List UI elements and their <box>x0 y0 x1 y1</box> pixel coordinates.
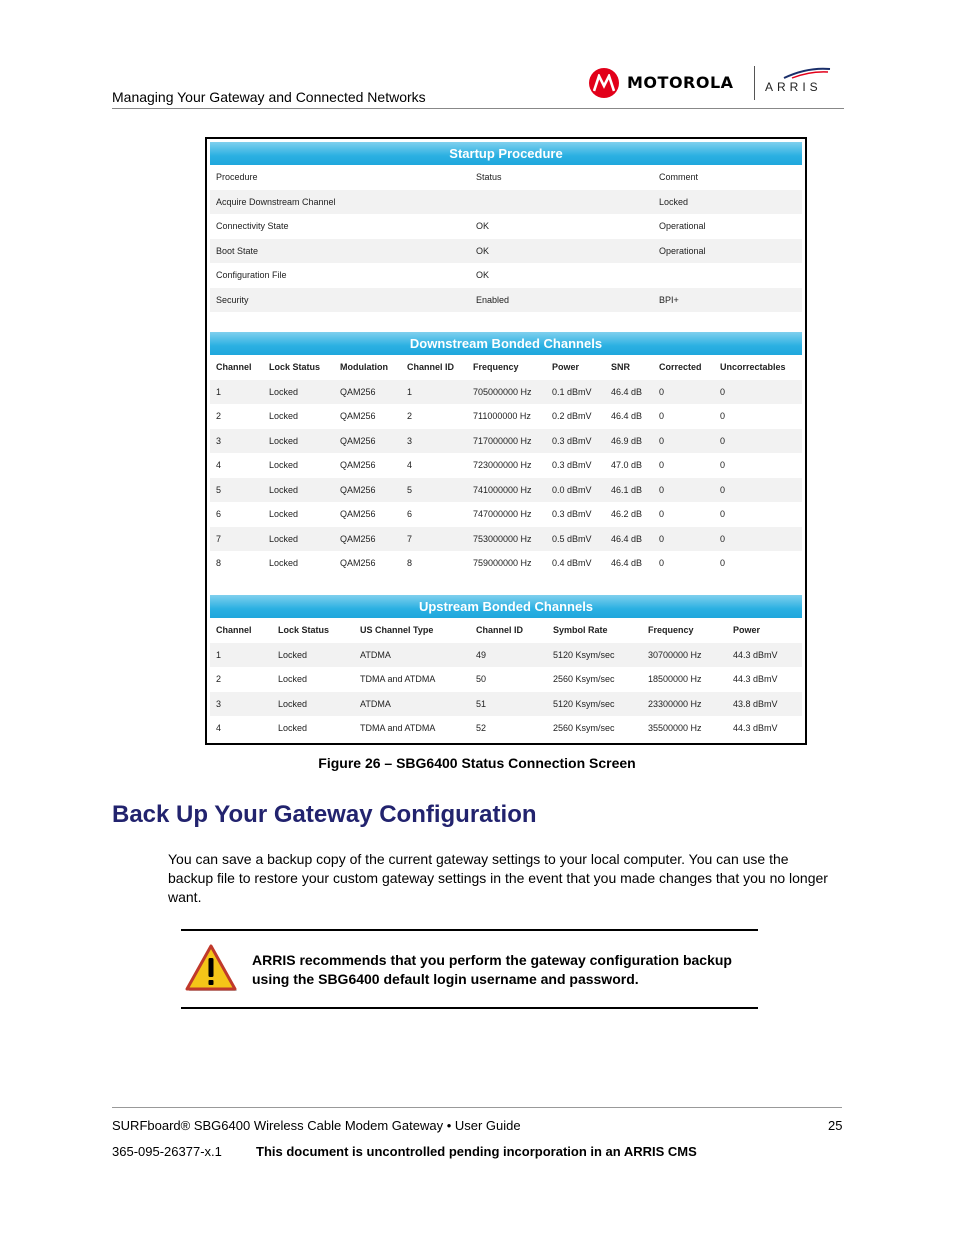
column-header: SNR <box>611 362 631 373</box>
downstream-channels-section <box>210 332 802 576</box>
table-cell: TDMA and ATDMA <box>360 674 436 685</box>
table-cell: 0 <box>714 527 802 552</box>
column-header: Channel ID <box>476 625 524 636</box>
table-cell: 2560 Ksym/sec <box>553 674 615 685</box>
startup-procedure-section <box>210 142 802 312</box>
table-cell: 46.4 dB <box>605 380 653 405</box>
table-cell: 7 <box>401 527 467 552</box>
table-cell: 705000000 Hz <box>467 380 546 405</box>
table-cell: 1 <box>401 380 467 405</box>
table-cell: 0.2 dBmV <box>552 411 592 422</box>
table-cell: QAM256 <box>334 380 401 405</box>
table-cell: 0 <box>659 411 665 422</box>
document-notice: This document is uncontrolled pending incorporation in an ARRIS CMS <box>256 1144 697 1159</box>
status-screenshot-figure <box>205 137 807 745</box>
running-header: Managing Your Gateway and Connected Networks <box>112 89 426 105</box>
table-cell: 44.3 dBmV <box>727 643 802 668</box>
table-cell: Operational <box>659 221 706 232</box>
table-row <box>210 478 802 503</box>
table-row <box>210 716 802 741</box>
downstream-channels-title: Downstream Bonded Channels <box>210 332 802 355</box>
table-cell: ATDMA <box>354 643 470 668</box>
column-header: US Channel Type <box>360 625 434 636</box>
table-cell: 711000000 Hz <box>473 411 531 422</box>
table-cell: 1 <box>210 643 272 668</box>
table-cell <box>470 190 653 215</box>
table-cell: 753000000 Hz <box>467 527 546 552</box>
document-number: 365-095-26377-x.1 <box>112 1144 222 1159</box>
table-cell: 0.3 dBmV <box>552 460 592 471</box>
table-cell: QAM256 <box>334 478 401 503</box>
table-cell: QAM256 <box>340 411 376 422</box>
column-header: Power <box>552 362 580 373</box>
table-cell: 717000000 Hz <box>467 429 546 454</box>
column-header: Modulation <box>340 362 388 373</box>
table-cell: 35500000 Hz <box>648 723 702 734</box>
note-text: ARRIS recommends that you perform the gateway configuration backup using the SBG6400 default login username and password. <box>252 952 732 987</box>
table-cell: 49 <box>470 643 547 668</box>
table-cell: Operational <box>653 239 802 264</box>
table-cell: Locked <box>269 509 299 520</box>
table-row <box>210 527 802 552</box>
downstream-channels-table <box>210 355 802 576</box>
arris-swoosh-icon <box>782 67 832 79</box>
table-cell: 0 <box>653 380 714 405</box>
table-cell: 0.3 dBmV <box>552 509 592 520</box>
table-cell: 43.8 dBmV <box>727 692 802 717</box>
footer-divider <box>112 1107 842 1108</box>
table-cell: 0.4 dBmV <box>552 558 592 569</box>
motorola-wordmark: MOTOROLA <box>627 73 734 92</box>
table-cell: 0 <box>720 460 726 471</box>
table-cell: Locked <box>278 723 308 734</box>
table-cell: 46.4 dB <box>611 558 643 569</box>
table-cell: Boot State <box>210 239 470 264</box>
table-cell: Locked <box>263 527 334 552</box>
table-cell: 3 <box>401 429 467 454</box>
table-cell: 0 <box>659 558 665 569</box>
upstream-channels-table <box>210 618 802 741</box>
table-cell: 0 <box>659 509 665 520</box>
table-cell: Locked <box>263 478 334 503</box>
column-header: Power <box>733 625 761 636</box>
figure-caption: Figure 26 – SBG6400 Status Connection Screen <box>318 755 636 771</box>
table-cell: 2 <box>216 411 222 422</box>
table-cell: 0 <box>653 478 714 503</box>
startup-procedure-table <box>210 165 802 312</box>
table-cell: 0 <box>653 429 714 454</box>
body-paragraph: You can save a backup copy of the current gateway settings to your local computer. You can use the backup file to restore your custom gateway settings in the event that you made changes that you no longer want. <box>168 851 828 905</box>
column-header: Lock Status <box>269 362 321 373</box>
table-cell: 0 <box>720 509 726 520</box>
table-cell: 0 <box>714 478 802 503</box>
table-cell: Security <box>210 288 470 313</box>
table-cell: 6 <box>216 509 222 520</box>
table-cell: 46.9 dB <box>605 429 653 454</box>
table-cell: Locked <box>272 643 354 668</box>
section-title: Back Up Your Gateway Configuration <box>112 801 537 828</box>
table-cell: 0 <box>720 558 726 569</box>
table-cell: 0 <box>714 429 802 454</box>
arris-wordmark: ARRIS <box>765 80 822 94</box>
table-cell: ATDMA <box>354 692 470 717</box>
footer-title: SURFboard® SBG6400 Wireless Cable Modem Gateway • User Guide <box>112 1118 521 1133</box>
column-header: Channel <box>216 625 252 636</box>
table-cell: 7 <box>210 527 263 552</box>
table-cell: 46.2 dB <box>611 509 643 520</box>
table-row <box>210 551 802 576</box>
table-cell: 5120 Ksym/sec <box>547 643 642 668</box>
table-cell: 8 <box>216 558 222 569</box>
table-cell: Locked <box>278 674 308 685</box>
table-cell: 44.3 dBmV <box>733 674 778 685</box>
table-cell: 0.1 dBmV <box>546 380 605 405</box>
table-cell: 747000000 Hz <box>473 509 532 520</box>
column-header: Uncorrectables <box>720 362 786 373</box>
column-header: Comment <box>659 172 699 183</box>
table-cell: 0.5 dBmV <box>546 527 605 552</box>
brand-logos <box>589 66 844 100</box>
table-cell: Locked <box>269 460 299 471</box>
table-cell: 4 <box>216 723 222 734</box>
table-row <box>210 288 802 313</box>
column-header: Status <box>476 172 502 183</box>
warning-icon <box>185 943 237 993</box>
table-cell: 6 <box>407 509 413 520</box>
column-header: Lock Status <box>278 625 330 636</box>
table-cell: QAM256 <box>340 460 376 471</box>
table-cell: 0 <box>714 380 802 405</box>
column-header: Frequency <box>473 362 519 373</box>
column-header: Frequency <box>648 625 694 636</box>
table-cell: 0 <box>720 411 726 422</box>
table-cell: OK <box>476 221 490 232</box>
table-cell: 46.4 dB <box>605 527 653 552</box>
table-cell: Locked <box>653 190 802 215</box>
table-cell: 47.0 dB <box>611 460 643 471</box>
table-cell: Locked <box>269 558 299 569</box>
table-cell: Locked <box>272 692 354 717</box>
table-cell: QAM256 <box>334 527 401 552</box>
table-cell: 0 <box>659 460 665 471</box>
table-row <box>210 643 802 668</box>
table-cell: BPI+ <box>653 288 802 313</box>
column-header: Procedure <box>216 172 258 183</box>
startup-procedure-title: Startup Procedure <box>210 142 802 165</box>
table-cell: 741000000 Hz <box>467 478 546 503</box>
table-cell: 759000000 Hz <box>473 558 532 569</box>
note-box <box>181 929 758 1009</box>
table-cell: 5120 Ksym/sec <box>547 692 642 717</box>
table-row <box>210 453 802 478</box>
page-header <box>112 60 844 109</box>
table-cell: 5 <box>401 478 467 503</box>
table-row <box>210 502 802 527</box>
table-cell: 18500000 Hz <box>648 674 702 685</box>
table-cell: 0.3 dBmV <box>546 429 605 454</box>
table-cell: 30700000 Hz <box>642 643 727 668</box>
table-cell: 46.4 dB <box>611 411 643 422</box>
table-cell: 723000000 Hz <box>473 460 532 471</box>
table-cell: QAM256 <box>340 509 376 520</box>
upstream-channels-section <box>210 595 802 741</box>
table-row <box>210 404 802 429</box>
table-cell: Connectivity State <box>216 221 289 232</box>
logo-divider <box>754 66 755 100</box>
table-cell: 3 <box>210 429 263 454</box>
table-cell: 23300000 Hz <box>642 692 727 717</box>
table-cell <box>653 263 802 288</box>
table-cell: 51 <box>470 692 547 717</box>
table-cell: 0 <box>653 527 714 552</box>
table-cell: Acquire Downstream Channel <box>210 190 470 215</box>
table-cell: Configuration File <box>216 270 287 281</box>
table-cell: Locked <box>263 380 334 405</box>
table-row <box>210 214 802 239</box>
table-cell: QAM256 <box>340 558 376 569</box>
column-header: Symbol Rate <box>553 625 608 636</box>
table-row <box>210 380 802 405</box>
page-number: 25 <box>828 1118 843 1133</box>
table-cell: 4 <box>407 460 413 471</box>
table-cell: 2 <box>407 411 413 422</box>
table-row <box>210 239 802 264</box>
table-row <box>210 692 802 717</box>
column-header: Corrected <box>659 362 702 373</box>
table-cell: 8 <box>407 558 413 569</box>
table-cell: TDMA and ATDMA <box>360 723 436 734</box>
table-cell: 5 <box>210 478 263 503</box>
table-cell: 0.0 dBmV <box>546 478 605 503</box>
table-cell: 3 <box>210 692 272 717</box>
table-cell: 52 <box>476 723 487 734</box>
column-header: Channel <box>216 362 252 373</box>
table-cell: OK <box>476 270 490 281</box>
table-cell: 2560 Ksym/sec <box>553 723 615 734</box>
table-row <box>210 263 802 288</box>
table-cell: 2 <box>216 674 222 685</box>
table-cell: 1 <box>210 380 263 405</box>
table-cell: Locked <box>263 429 334 454</box>
table-cell: Enabled <box>470 288 653 313</box>
table-row <box>210 429 802 454</box>
table-cell: 46.1 dB <box>605 478 653 503</box>
table-row <box>210 667 802 692</box>
table-cell: OK <box>470 239 653 264</box>
motorola-logo-icon <box>589 68 619 98</box>
table-cell: 4 <box>216 460 222 471</box>
table-cell: Locked <box>269 411 299 422</box>
column-header: Channel ID <box>407 362 455 373</box>
table-cell: 44.3 dBmV <box>733 723 778 734</box>
table-cell: QAM256 <box>334 429 401 454</box>
upstream-channels-title: Upstream Bonded Channels <box>210 595 802 618</box>
table-cell: 50 <box>476 674 487 685</box>
table-row <box>210 190 802 215</box>
